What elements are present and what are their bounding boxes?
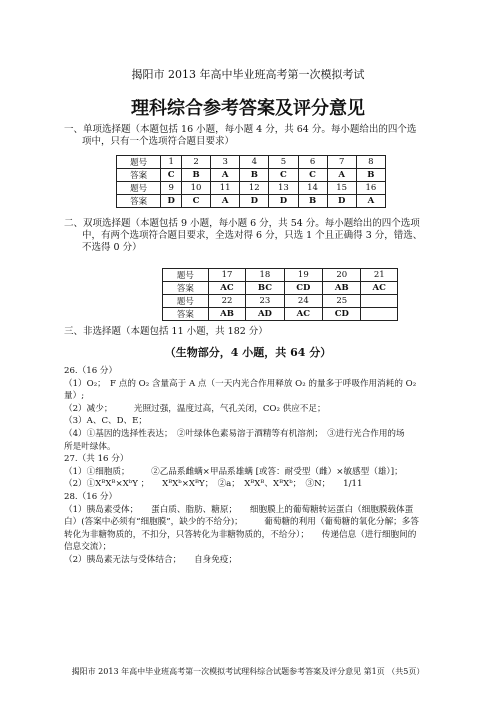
table-cell: AB (323, 282, 361, 295)
table-cell: 19 (284, 269, 322, 282)
table-cell: B (356, 169, 385, 182)
table-cell: 8 (356, 156, 385, 169)
table-cell: 题号 (163, 269, 209, 282)
q27: 27.（共 16 分） (64, 454, 129, 465)
table-cell: 9 (161, 182, 182, 195)
table-cell: C (161, 169, 182, 182)
section2-table (162, 268, 398, 321)
q26-2: （2）减少； 光照过强，温度过高，气孔关闭，CO₂ 供应不足； (64, 403, 326, 414)
q28-1c: 转化为非糖物质的，不扣分，只答转化为非糖物质的，不给分）； 传递信息（进行细胞间的 (64, 529, 417, 540)
q26-4b: 所是叶绿体。 (64, 441, 116, 452)
table-cell: 18 (246, 269, 284, 282)
bio-heading: （生物部分，4 小题，共 64 分） (164, 346, 332, 359)
table-cell: 1 (161, 156, 182, 169)
table-cell: 题号 (117, 182, 161, 195)
page-footer: 揭阳市 2013 年高中毕业班高考第一次模拟考试理科综合试题参考答案及评分意见 第1页 （共5页） (71, 667, 425, 676)
section2-line1: 二、双项选择题（本题包括 9 小题，每小题 6 分，共 54 分。每小题给出的四个选项 (64, 218, 420, 229)
table-row (163, 308, 398, 321)
q26-1: （1）O₂； F 点的 O₂ 含量高于 A 点（一天内光合作用释放 O₂ 的量多于呼吸作用消耗的 O₂ (64, 378, 417, 389)
table-cell: 25 (323, 295, 361, 308)
section1-table (116, 155, 386, 208)
table-row (117, 182, 386, 195)
table-cell: B (298, 195, 327, 208)
section2-heading (64, 218, 444, 254)
table-cell: 题号 (163, 295, 209, 308)
table-row (163, 295, 398, 308)
table-cell: 23 (246, 295, 284, 308)
q26-4: （4）①基因的选择性表达； ②叶绿体色素易溶于酒精等有机溶剂； ③进行光合作用的场 (64, 428, 405, 439)
table-cell: 5 (269, 156, 298, 169)
q28-2: （2）胰岛素无法与受体结合； 自身免疫； (64, 554, 238, 565)
table-cell: B (240, 169, 269, 182)
table-cell: 6 (298, 156, 327, 169)
q26-3: （3）A、C、D、E； (64, 416, 147, 427)
table-cell (361, 295, 398, 308)
table-cell: B (182, 169, 211, 182)
school-title: 揭阳市 2013 年高中毕业班高考第一次模拟考试 (131, 68, 365, 81)
table-cell: 答案 (163, 308, 209, 321)
table-cell: AC (208, 282, 246, 295)
section3-heading: 三、非选择题（本题包括 11 小题，共 182 分） (64, 326, 268, 337)
table-row (163, 282, 398, 295)
table-row (117, 169, 386, 182)
table-cell: A (211, 195, 240, 208)
section1-heading (64, 124, 444, 148)
table-cell: 题号 (117, 156, 161, 169)
table-cell: 12 (240, 182, 269, 195)
table-cell: 4 (240, 156, 269, 169)
table-cell: 15 (327, 182, 356, 195)
q26: 26.（16 分） (64, 366, 118, 376)
answers-body (64, 365, 448, 567)
main-title: 理科综合参考答案及评分意见 (131, 98, 365, 119)
table-cell: 答案 (117, 169, 161, 182)
table-cell: C (182, 195, 211, 208)
table-cell: A (356, 195, 385, 208)
section2-line3: 不选得 0 分） (82, 242, 142, 253)
table-row (117, 195, 386, 208)
table-cell: 14 (298, 182, 327, 195)
table-cell: 21 (361, 269, 398, 282)
table-cell: 10 (182, 182, 211, 195)
table-cell: BC (246, 282, 284, 295)
table-cell: 24 (284, 295, 322, 308)
table-cell: 11 (211, 182, 240, 195)
table-cell: 3 (211, 156, 240, 169)
table-row (163, 269, 398, 282)
table-cell: AC (284, 308, 322, 321)
table-cell: 答案 (163, 282, 209, 295)
table-cell: D (161, 195, 182, 208)
q28-1d: 信息交流）； (64, 542, 112, 553)
table-cell: AC (361, 282, 398, 295)
table-cell: 答案 (117, 195, 161, 208)
table-cell: 22 (208, 295, 246, 308)
q28-1: （1）胰岛素受体； 蛋白质、脂肪、糖原； 细胞膜上的葡萄糖转运蛋白（细胞膜载体蛋 (64, 504, 414, 515)
table-cell: D (327, 195, 356, 208)
section1-line1: 一、单项选择题（本题包括 16 小题，每小题 4 分，共 64 分。每小题给出的四个选 (64, 124, 417, 135)
table-cell: D (269, 195, 298, 208)
q28-1b: 白）(答案中必须有“细胞膜”，缺少的不给分)； 葡萄糖的利用（葡萄糖的氧化分解；多答 (64, 517, 419, 528)
section2-line2: 中，有两个选项符合题目要求，全选对得 6 分，只选 1 个且正确得 3 分，错选、 (82, 230, 423, 241)
table-cell: A (211, 169, 240, 182)
table-cell: 7 (327, 156, 356, 169)
table-cell: C (298, 169, 327, 182)
table-cell: AD (246, 308, 284, 321)
table-row (117, 156, 386, 169)
table-cell: 16 (356, 182, 385, 195)
table-cell: 13 (269, 182, 298, 195)
q28: 28.（16 分） (64, 491, 118, 502)
table-cell: 2 (182, 156, 211, 169)
table-cell: 17 (208, 269, 246, 282)
q27-2: （2）①XᴮXᴮ×XᵇY ； XᴮXᵇ×XᴮY； ②a； XᴮXᴮ、XᴮXᵇ； ③N； 1/11 (64, 479, 363, 490)
table-cell: A (327, 169, 356, 182)
q27-1: （1）①细胞质； ②乙品系雌螨×甲品系雄螨 [或答：耐受型（雌）×敏感型（雄）]； (64, 466, 403, 477)
table-cell (361, 308, 398, 321)
table-cell: 20 (323, 269, 361, 282)
table-cell: AB (208, 308, 246, 321)
table-cell: CD (323, 308, 361, 321)
section1-line2: 项中，只有一个选项符合题目要求） (82, 136, 235, 147)
table-cell: D (240, 195, 269, 208)
table-cell: C (269, 169, 298, 182)
table-cell: CD (284, 282, 322, 295)
q26-1b: 量）; (64, 391, 85, 402)
